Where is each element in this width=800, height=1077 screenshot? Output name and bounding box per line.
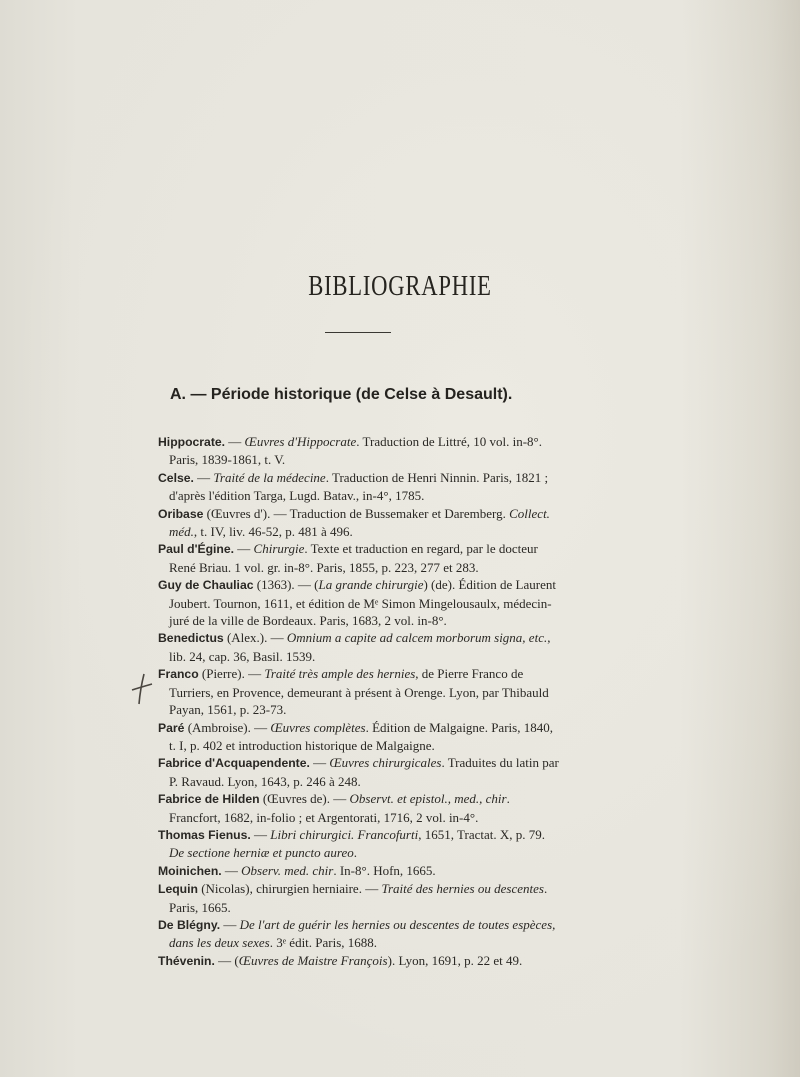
entry-author: De Blégny. [158,917,221,932]
entry-text: (Pierre). — [198,666,265,682]
bibliography-entry [158,469,560,505]
entry-text: . Édition de Malgaigne. Paris, 1840, t. I, p. 402 et introduction historique de Malgaigne. [169,719,553,753]
entry-text: (1363). — ( [253,577,319,593]
section-heading: A. — Période historique (de Celse à Desault). [170,386,513,403]
entry-author: Franco [158,667,199,682]
entry-work-title: Traité des hernies ou descentes [381,881,544,897]
entry-author: Celse. [158,470,194,485]
entry-work-title: Œuvres d'Hippocrate [244,434,357,449]
bibliography-entry [158,433,560,469]
margin-annotation-mark [130,672,154,706]
entry-text: (Œuvres de). — [259,791,350,807]
bibliography-list [158,433,560,970]
entry-text: , de Pierre Franco de Turriers, en Provence, demeurant à présent à Orenge. Lyon, par Thibauld Payan, 1561, p. 23-73. [169,666,549,718]
bibliography-entry [158,880,560,916]
entry-text: — [309,755,330,771]
entry-work-title: Traité très ample des hernies [264,666,416,682]
entry-work-title: Œuvres de Maistre François [238,952,388,968]
bibliography-entry [158,540,560,576]
entry-text: ). Lyon, 1691, p. 22 et 49. [387,952,523,968]
entry-text: — [221,862,242,878]
entry-text: — [234,541,254,557]
entry-author: Thévenin. [158,953,215,968]
bibliography-entry [158,916,560,952]
entry-work-title: Libri chirurgici. Francofurti [270,826,419,842]
entry-author: Fabrice de Hilden [158,792,260,807]
entry-text: . [353,845,357,861]
bibliography-entry [158,862,560,880]
entry-work-title: Omnium a capite ad calcem morborum signa, etc. [286,630,548,646]
title-rule [325,332,391,333]
entry-work-title: Traité de la médecine [213,469,326,485]
entry-text: , t. IV, liv. 46-52, p. 481 à 496. [193,524,353,540]
entry-author: Lequin [158,882,198,897]
entry-work-title: Œuvres chirurgicales [329,755,442,771]
bibliography-entry [158,719,560,755]
entry-text: , lib. 24, cap. 36, Basil. 1539. [169,630,551,664]
entry-text: . 3ᵉ édit. Paris, 1688. [269,935,378,951]
entry-text: — ( [214,952,239,968]
bibliography-entry [158,576,560,629]
entry-work-title: De l'art de guérir les hernies ou descentes de toutes espèces, dans les deux sexes [169,916,556,951]
entry-text: — [220,916,240,932]
entry-author: Guy de Chauliac [158,578,254,593]
bibliography-entry [158,754,560,790]
entry-work-title: Collect. méd. [169,505,550,540]
entry-text: (Nicolas), chirurgien herniaire. — [197,881,382,897]
entry-work-title: Observ. med. chir [241,862,334,878]
entry-text: — [225,434,245,449]
entry-work-title: De sectione herniæ et puncto aureo [169,845,354,861]
entry-text: (Œuvres d'). — Traduction de Bussemaker et Daremberg. [203,505,510,521]
entry-author: Moinichen. [158,863,222,878]
bibliography-entry [158,505,560,541]
bibliography-entry [158,952,560,970]
entry-work-title: Chirurgie [253,541,305,557]
entry-author: Paré [158,720,185,735]
entry-work-title: Œuvres complètes [270,719,366,735]
entry-text: . Paris, 1665. [169,881,548,915]
entry-text: . Traduction de Littré, 10 vol. in-8°. Paris, 1839-1861, t. V. [169,434,542,468]
bibliography-entry [158,790,560,826]
entry-author: Fabrice d'Acquapendente. [158,756,310,771]
entry-author: Paul d'Égine. [158,542,235,557]
entry-text: (Alex.). — [223,630,287,646]
entry-text: . Traduites du latin par P. Ravaud. Lyon, 1643, p. 246 à 248. [169,755,559,789]
bibliography-entry [158,629,560,665]
entry-text: . Texte et traduction en regard, par le docteur René Briau. 1 vol. gr. in-8°. Paris, 1855, p. 223, 277 et 283. [169,541,538,575]
entry-author: Thomas Fienus. [158,827,251,842]
entry-text: . Traduction de Henri Ninnin. Paris, 1821 ; d'après l'édition Targa, Lugd. Batav., in-4°, 1785. [169,469,549,504]
entry-author: Oribase [158,506,204,521]
entry-text: — [193,469,214,485]
entry-work-title: La grande chirurgie [318,577,424,593]
entry-author: Hippocrate. [158,435,226,449]
entry-work-title: Observt. et epistol., med., chir [349,791,507,807]
entry-text: ) (de). Édition de Laurent Joubert. Tournon, 1611, et édition de Mᵉ Simon Mingelousaulx, médecin-juré de la ville de Bordeaux. Paris, 1683, 2 vol. in-8°. [169,577,556,629]
entry-text: — [250,826,271,842]
bibliography-entry [158,665,560,718]
page-title: BIBLIOGRAPHIE [308,270,492,302]
entry-text: , 1651, Tractat. X, p. 79. [418,826,545,842]
entry-author: Benedictus [158,631,224,646]
bibliography-entry [158,826,560,862]
entry-text: . In-8°. Hofn, 1665. [333,862,436,878]
entry-text: (Ambroise). — [184,719,271,735]
entry-text: . Francfort, 1682, in-folio ; et Argentorati, 1716, 2 vol. in-4°. [169,791,510,825]
